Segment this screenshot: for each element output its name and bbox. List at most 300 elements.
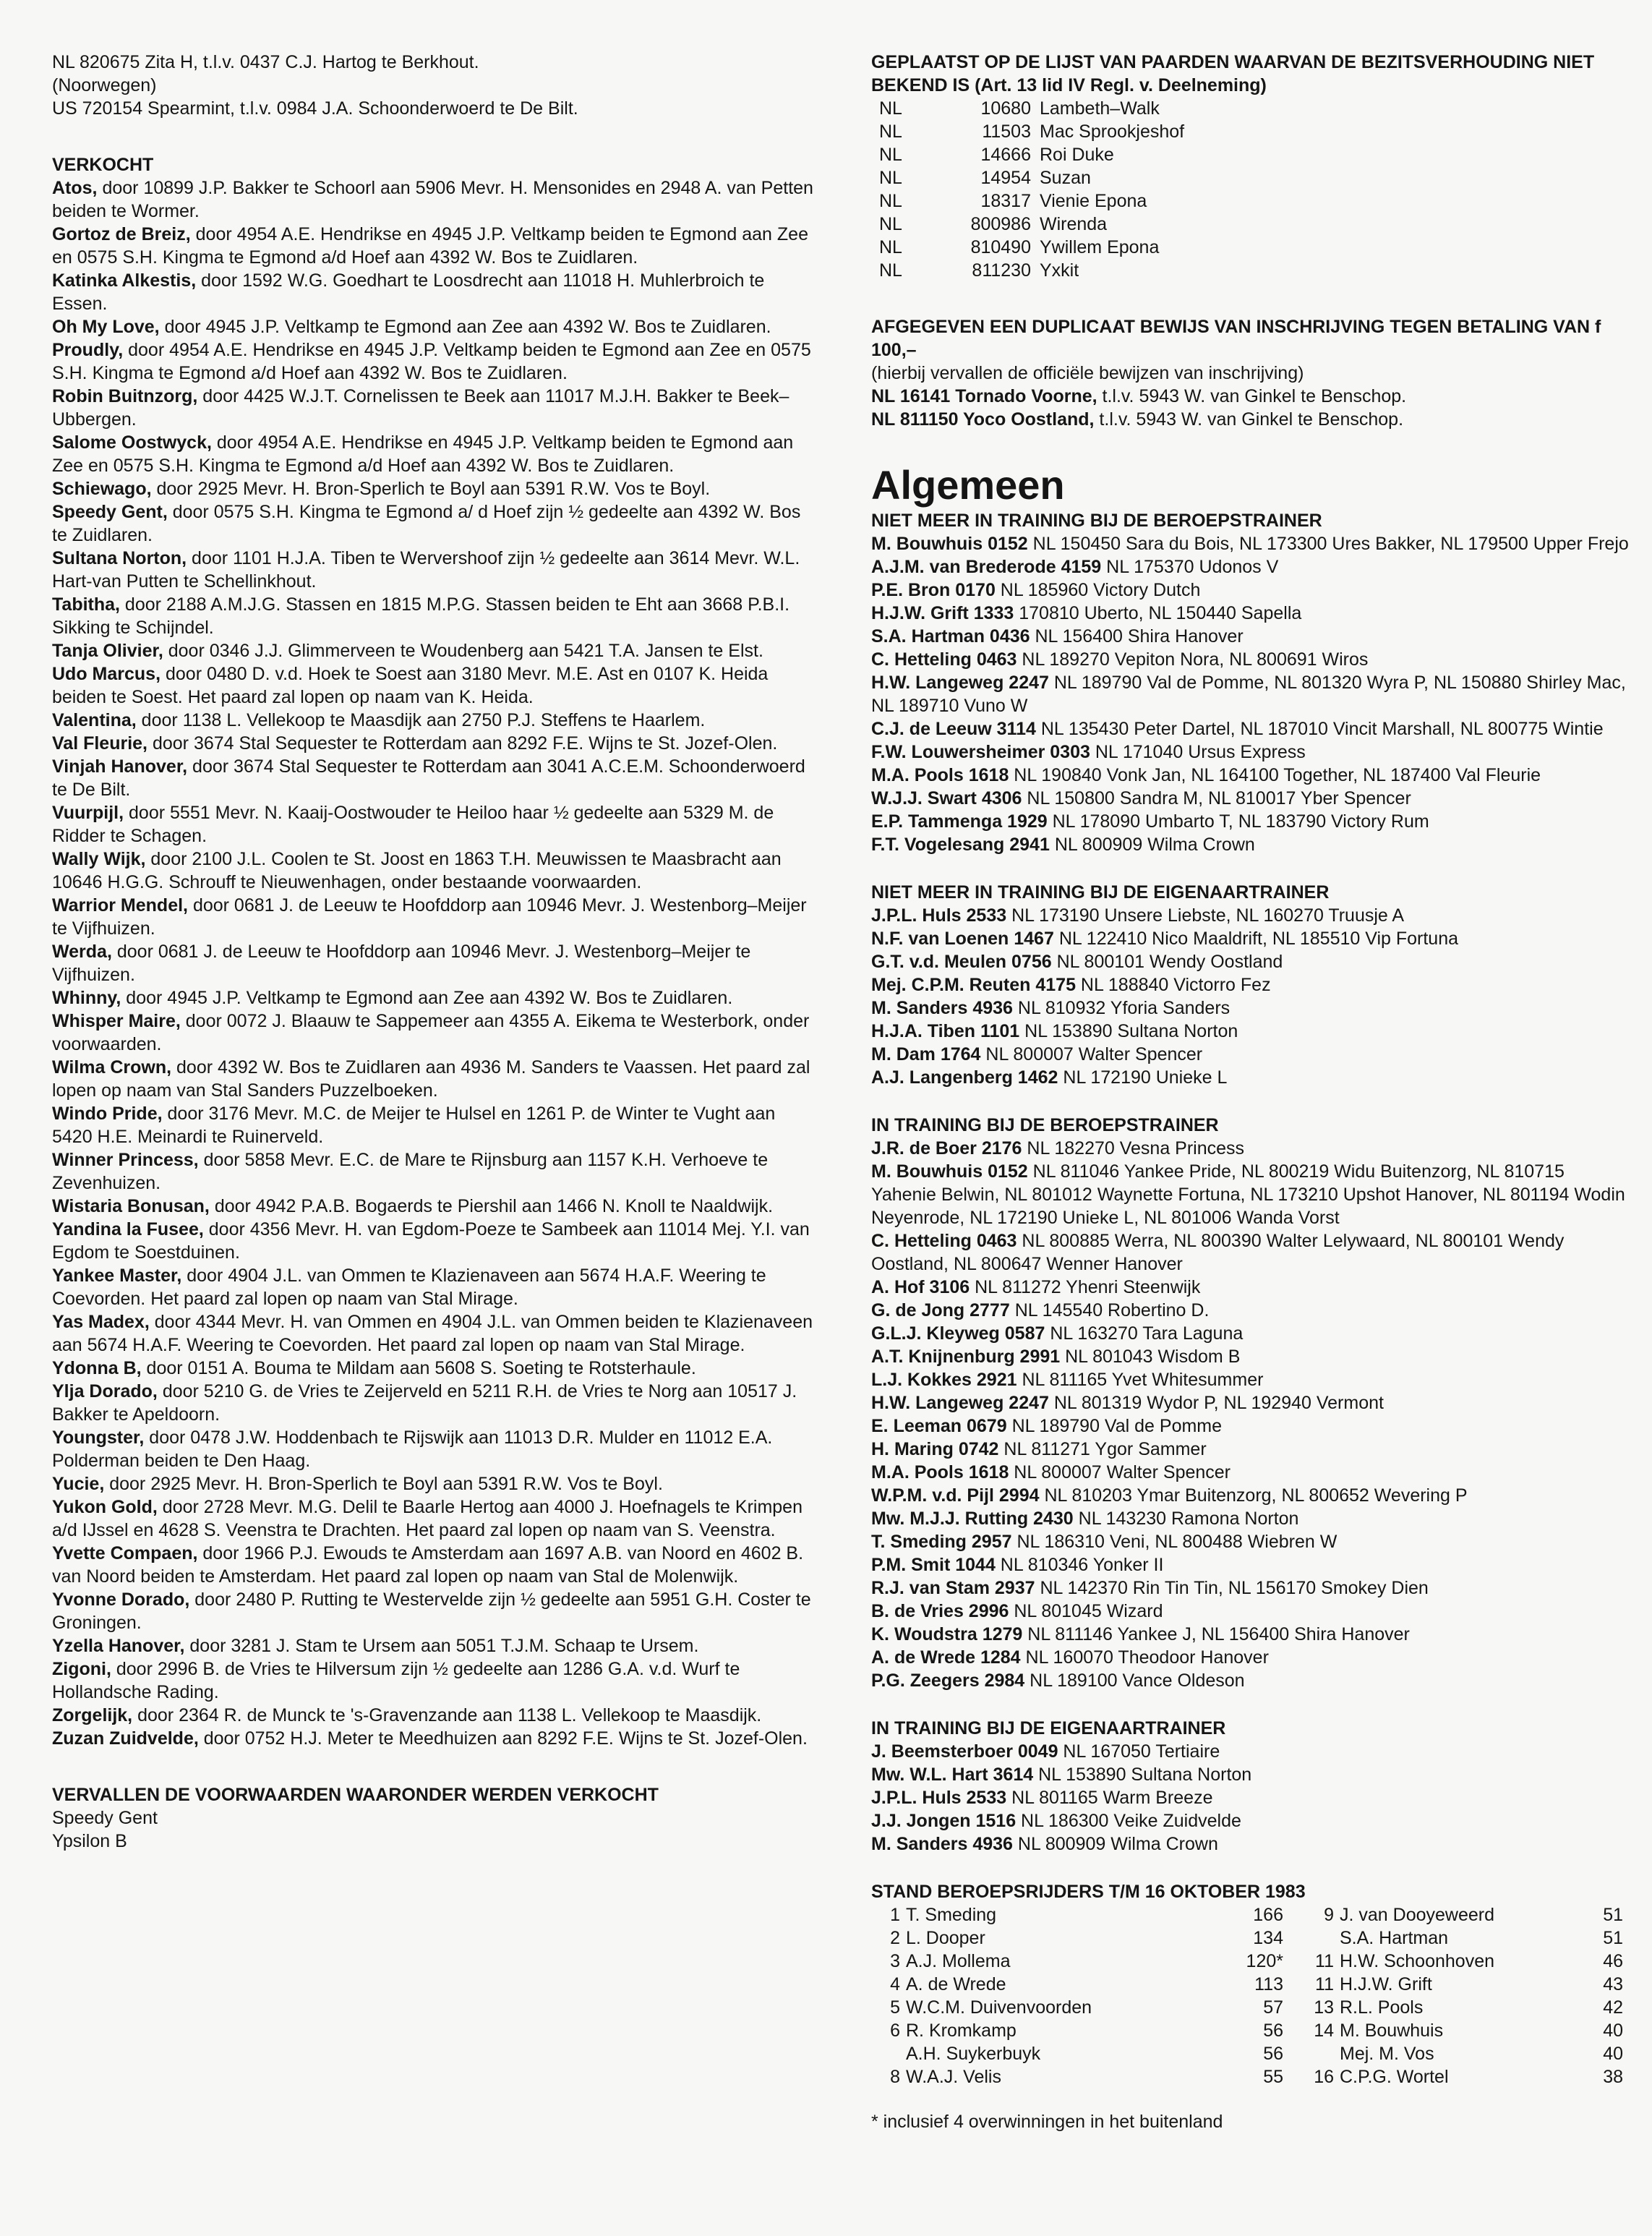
list-item	[52, 315, 818, 338]
rider-name: H.W. Schoonhoven	[1340, 1951, 1495, 1971]
entry-name: Whisper Maire,	[52, 1011, 181, 1031]
entry-text: NL 175370 Udonos V	[1101, 557, 1279, 577]
entry-name: H.J.A. Tiben 1101	[871, 1021, 1020, 1041]
entry-name: M. Sanders 4936	[871, 998, 1013, 1018]
entry-name: B. de Vries 2996	[871, 1601, 1009, 1621]
entry-name: G. de Jong 2777	[871, 1300, 1010, 1320]
points: 51	[1603, 1928, 1623, 1948]
entry-text: door 3281 J. Stam te Ursem aan 5051 T.J.M. Schaap te Ursem.	[184, 1636, 699, 1656]
rank: 13	[1314, 1997, 1334, 2018]
section-heading-duplicaat: AFGEGEVEN EEN DUPLICAAT BEWIJS VAN INSCHRIJVING TEGEN BETALING VAN f 100,–	[871, 317, 1601, 360]
list-item	[871, 927, 1630, 950]
list-item	[871, 833, 1630, 856]
entry-text: NL 801165 Warm Breeze	[1006, 1788, 1213, 1808]
rider-name: S.A. Hartman	[1340, 1928, 1449, 1948]
list-item: Speedy Gent	[52, 1808, 158, 1828]
entry-text: NL 800007 Walter Spencer	[980, 1044, 1203, 1064]
entry-name: M. Bouwhuis 0152	[871, 534, 1028, 554]
points: 55	[1263, 2067, 1283, 2087]
horse-number: 10680	[980, 98, 1031, 119]
list-item	[52, 500, 818, 547]
entry-text: door 1101 H.J.A. Tiben te Wervershoof zijn ½ gedeelte aan 3614 Mevr. W.L. Hart-van Putten te Schellinkhout.	[52, 548, 800, 592]
entry-text: NL 150450 Sara du Bois, NL 173300 Ures Bakker, NL 179500 Upper Frejo	[1027, 534, 1629, 554]
list-item	[52, 547, 818, 593]
entry-text: NL 190840 Vonk Jan, NL 164100 Together, NL 187400 Val Fleurie	[1009, 765, 1541, 785]
horse-number: 800986	[970, 214, 1031, 234]
entry-name: Mej. C.P.M. Reuten 4175	[871, 975, 1076, 995]
entry-name: Valentina,	[52, 710, 137, 730]
entry-name: Tabitha,	[52, 594, 120, 615]
list-item	[871, 1832, 1630, 1856]
entry-name: J.J. Jongen 1516	[871, 1811, 1017, 1831]
entry-text: door 2996 B. de Vries te Hilversum zijn ½ gedeelte aan 1286 G.A. v.d. Wurf te Hollandsche Rading.	[52, 1659, 740, 1702]
entry-text: NL 186300 Veike Zuidvelde	[1016, 1811, 1241, 1831]
country-code: NL	[879, 191, 902, 211]
entry-name: Ydonna B,	[52, 1358, 142, 1378]
list-item	[52, 894, 818, 940]
entry-name: Zuzan Zuidvelde,	[52, 1728, 199, 1749]
entry-name: Yukon Gold,	[52, 1497, 158, 1517]
stand-left	[871, 1950, 1283, 1973]
list-item	[871, 1066, 1630, 1089]
entry-text: NL 185960 Victory Dutch	[995, 580, 1201, 600]
country-code: NL	[879, 121, 902, 142]
list-item	[871, 1507, 1630, 1530]
list-item	[871, 1809, 1630, 1832]
list-item	[871, 973, 1630, 997]
top-notice	[52, 51, 818, 120]
entry-text: door 4945 J.P. Veltkamp te Egmond aan Zee aan 4392 W. Bos te Zuidlaren.	[159, 317, 771, 337]
rider-name: A. de Wrede	[906, 1974, 1006, 1994]
entry-name: Yandina la Fusee,	[52, 1219, 204, 1239]
list-item	[871, 1438, 1630, 1461]
entry-name: Warrior Mendel,	[52, 895, 188, 916]
entry-text: door 0072 J. Blaauw te Sappemeer aan 4355 A. Eikema te Westerbork, onder voorwaarden.	[52, 1011, 810, 1054]
entry-text: NL 188840 Victorro Fez	[1075, 975, 1271, 995]
horse-name: Lambeth–Walk	[1040, 98, 1160, 119]
entry-text: NL 811271 Ygor Sammer	[998, 1439, 1207, 1459]
horse-name: Suzan	[1040, 168, 1091, 188]
rank: 6	[890, 2020, 900, 2041]
entry-text: NL 172190 Unieke L	[1058, 1067, 1228, 1088]
table-row	[879, 236, 1630, 259]
list-item	[871, 1020, 1630, 1043]
stand-right	[1283, 2065, 1623, 2088]
stand-right	[1283, 1950, 1623, 1973]
stand-left	[871, 1973, 1283, 1996]
table-row	[879, 166, 1630, 189]
table-row	[879, 259, 1630, 282]
list-item	[871, 1740, 1630, 1763]
entry-text: NL 150800 Sandra M, NL 810017 Yber Spencer	[1022, 788, 1411, 808]
table-row	[871, 1926, 1630, 1950]
list-item	[52, 732, 818, 755]
entry-text: t.l.v. 5943 W. van Ginkel te Benschop.	[1094, 409, 1404, 430]
entry-name: A.J. Langenberg 1462	[871, 1067, 1058, 1088]
horse-number: 11503	[982, 121, 1031, 142]
points: 57	[1263, 1997, 1283, 2018]
list-item	[52, 1426, 818, 1472]
list-item	[871, 1786, 1630, 1809]
list-item	[52, 1495, 818, 1542]
horse-name: Yxkit	[1040, 260, 1079, 281]
stand-right	[1283, 2019, 1623, 2042]
entry-text: door 5551 Mevr. N. Kaaij-Oostwouder te Heiloo haar ½ gedeelte aan 5329 M. de Ridder te Schagen.	[52, 803, 774, 846]
list-item	[871, 764, 1630, 787]
list-item	[871, 997, 1630, 1020]
horse-name: Wirenda	[1040, 214, 1108, 234]
entry-name: Wilma Crown,	[52, 1057, 172, 1078]
entry-name: Salome Oostwyck,	[52, 432, 212, 453]
list-item	[52, 1102, 818, 1148]
entry-name: C. Hetteling 0463	[871, 1231, 1017, 1251]
list-item	[871, 1576, 1630, 1600]
entry-text: NL 189100 Vance Oldeson	[1024, 1670, 1245, 1691]
stand-footnote: * inclusief 4 overwinningen in het buitenland	[871, 2112, 1223, 2132]
entry-name: Vinjah Hanover,	[52, 756, 188, 777]
entry-name: Ylja Dorado,	[52, 1381, 158, 1401]
entry-name: T. Smeding 2957	[871, 1532, 1012, 1552]
entry-name: C.J. de Leeuw 3114	[871, 719, 1036, 739]
list-item	[871, 1299, 1630, 1322]
list-item	[871, 385, 1630, 408]
points: 46	[1603, 1951, 1623, 1971]
points: 56	[1263, 2044, 1283, 2064]
entry-text: NL 171040 Ursus Express	[1090, 742, 1306, 762]
list-item	[52, 940, 818, 986]
entry-text: door 0151 A. Bouma te Mildam aan 5608 S. Soeting te Rotsterhaule.	[141, 1358, 696, 1378]
list-item	[52, 1588, 818, 1634]
entry-text: NL 189790 Val de Pomme	[1006, 1416, 1223, 1436]
entry-name: P.G. Zeegers 2984	[871, 1670, 1025, 1691]
entry-text: NL 810932 Yforia Sanders	[1012, 998, 1231, 1018]
list-item	[52, 1657, 818, 1704]
list-item	[52, 1542, 818, 1588]
entry-name: Tanja Olivier,	[52, 641, 163, 661]
spacer	[871, 282, 1630, 315]
rank: 4	[890, 1974, 900, 1994]
rider-name: J. van Dooyeweerd	[1340, 1905, 1495, 1925]
entry-text: NL 145540 Robertino D.	[1009, 1300, 1210, 1320]
list-item	[871, 1043, 1630, 1066]
entry-name: M.A. Pools 1618	[871, 765, 1009, 785]
entry-text: NL 189790 Val de Pomme, NL 801320 Wyra P, NL 150880 Shirley Mac, NL 189710 Vuno W	[871, 673, 1626, 716]
list-item	[52, 1056, 818, 1102]
entry-text: door 4425 W.J.T. Cornelissen te Beek aan 11017 M.J.H. Bakker te Beek–Ubbergen.	[52, 386, 789, 430]
rank: 2	[890, 1928, 900, 1948]
entry-name: L.J. Kokkes 2921	[871, 1370, 1017, 1390]
notice-line: US 720154 Spearmint, t.l.v. 0984 J.A. Schoonderwoerd te De Bilt.	[52, 98, 578, 119]
stand-right	[1283, 1973, 1623, 1996]
list-item	[871, 1646, 1630, 1669]
rider-name: A.J. Mollema	[906, 1951, 1011, 1971]
list-item	[52, 1357, 818, 1380]
entry-text: NL 156400 Shira Hanover	[1030, 626, 1244, 647]
entry-name: C. Hetteling 0463	[871, 649, 1017, 670]
entry-name: Mw. M.J.J. Rutting 2430	[871, 1509, 1074, 1529]
list-item	[52, 1264, 818, 1310]
list-item	[52, 848, 818, 894]
table-row	[879, 120, 1630, 143]
points: 38	[1603, 2067, 1623, 2087]
country-code: NL	[879, 145, 902, 165]
table-row	[879, 143, 1630, 166]
entry-text: door 0478 J.W. Hoddenbach te Rijswijk aan 11013 D.R. Mulder en 11012 E.A. Polderman beiden te Den Haag.	[52, 1428, 773, 1471]
entry-text: NL 153890 Sultana Norton	[1019, 1021, 1238, 1041]
entry-name: Yvonne Dorado,	[52, 1589, 190, 1610]
entry-text: door 0346 J.J. Glimmerveen te Woudenberg aan 5421 T.A. Jansen te Elst.	[163, 641, 763, 661]
spacer	[871, 856, 1630, 881]
horse-number: 14954	[980, 168, 1031, 188]
list-item	[871, 1484, 1630, 1507]
entry-name: G.L.J. Kleyweg 0587	[871, 1323, 1045, 1344]
list-item	[52, 223, 818, 269]
entry-text: door 4945 J.P. Veltkamp te Egmond aan Zee aan 4392 W. Bos te Zuidlaren.	[121, 988, 733, 1008]
list-item	[871, 950, 1630, 973]
entry-name: Wistaria Bonusan,	[52, 1196, 210, 1216]
points: 42	[1603, 1997, 1623, 2018]
entry-text: NL 810203 Ymar Buitenzorg, NL 800652 Wevering P	[1039, 1485, 1468, 1506]
entry-name: Wally Wijk,	[52, 849, 146, 869]
list-item	[52, 639, 818, 662]
rider-name: R. Kromkamp	[906, 2020, 1017, 2041]
points: 40	[1603, 2044, 1623, 2064]
list-item	[871, 1623, 1630, 1646]
rider-name: M. Bouwhuis	[1340, 2020, 1444, 2041]
entry-name: N.F. van Loenen 1467	[871, 929, 1054, 949]
list-item	[871, 1229, 1630, 1276]
table-row	[871, 2019, 1630, 2042]
rider-name: Mej. M. Vos	[1340, 2044, 1434, 2064]
notice-line: NL 820675 Zita H, t.l.v. 0437 C.J. Hartog te Berkhout.	[52, 52, 479, 72]
table-row	[879, 189, 1630, 213]
list-item	[52, 1310, 818, 1357]
stand-left	[871, 2042, 1283, 2065]
stand-right	[1283, 1926, 1623, 1950]
list-item	[52, 593, 818, 639]
entry-text: door 2728 Mevr. M.G. Delil te Baarle Hertog aan 4000 J. Hoefnagels te Krimpen a/d IJssel en 4628 S. Veenstra te Drachten. Het paard zal lopen op naam van S. Veenstra.	[52, 1497, 803, 1540]
rider-name: R.L. Pools	[1340, 1997, 1424, 2018]
stand-right	[1283, 2042, 1623, 2065]
list-item	[52, 269, 818, 315]
rank: 3	[890, 1951, 900, 1971]
country-code: NL	[879, 168, 902, 188]
list-item	[871, 1160, 1630, 1229]
entry-text: NL 189270 Vepiton Nora, NL 800691 Wiros	[1017, 649, 1369, 670]
entry-name: F.W. Louwersheimer 0303	[871, 742, 1090, 762]
entry-text: NL 167050 Tertiaire	[1058, 1741, 1220, 1762]
stand-left	[871, 2019, 1283, 2042]
entry-name: NL 811150 Yoco Oostland,	[871, 409, 1095, 430]
rank	[1283, 2042, 1340, 2065]
entry-name: J.R. de Boer 2176	[871, 1138, 1022, 1158]
entry-text: door 10899 J.P. Bakker te Schoorl aan 5906 Mevr. H. Mensonides en 2948 A. van Petten beiden te Wormer.	[52, 178, 813, 221]
entry-name: Yankee Master,	[52, 1266, 182, 1286]
list-item	[871, 579, 1630, 602]
entry-name: E.P. Tammenga 1929	[871, 811, 1048, 832]
entry-text: door 2480 P. Rutting te Westervelde zijn ½ gedeelte aan 5951 G.H. Coster te Groningen.	[52, 1589, 811, 1633]
entry-name: H.W. Langeweg 2247	[871, 1393, 1049, 1413]
stand-right	[1283, 1903, 1623, 1926]
spacer	[871, 1856, 1630, 1880]
list-item	[871, 625, 1630, 648]
entry-text: NL 160070 Theodoor Hanover	[1020, 1647, 1269, 1668]
entry-name: A.J.M. van Brederode 4159	[871, 557, 1102, 577]
list-item	[52, 1380, 818, 1426]
list-item	[871, 648, 1630, 671]
entry-text: door 2925 Mevr. H. Bron-Sperlich te Boyl aan 5391 R.W. Vos te Boyl.	[151, 479, 711, 499]
points: 120*	[1246, 1951, 1283, 1971]
entry-name: Zorgelijk,	[52, 1705, 133, 1725]
rider-name: T. Smeding	[906, 1905, 997, 1925]
entry-name: K. Woudstra 1279	[871, 1624, 1023, 1644]
entry-name: S.A. Hartman 0436	[871, 626, 1030, 647]
horse-name: Vienie Epona	[1040, 191, 1147, 211]
entry-name: A.T. Knijnenburg 2991	[871, 1347, 1061, 1367]
list-item	[52, 1010, 818, 1056]
entry-name: H.W. Langeweg 2247	[871, 673, 1049, 693]
entry-name: NL 16141 Tornado Voorne,	[871, 386, 1097, 406]
rank	[1283, 1926, 1340, 1950]
entry-text: door 3674 Stal Sequester te Rotterdam aan 8292 F.E. Wijns te St. Jozef-Olen.	[147, 733, 778, 754]
horse-number: 18317	[980, 191, 1031, 211]
stand-left	[871, 2065, 1283, 2088]
points: 113	[1254, 1974, 1283, 1994]
list-item	[871, 787, 1630, 810]
horse-name: Roi Duke	[1040, 145, 1114, 165]
entry-text: NL 800909 Wilma Crown	[1012, 1834, 1218, 1854]
entry-text: door 0681 J. de Leeuw te Hoofddorp aan 10946 Mevr. J. Westenborg–Meijer te Vijfhuizen.	[52, 895, 807, 939]
entry-name: Windo Pride,	[52, 1104, 163, 1124]
entry-name: Proudly,	[52, 340, 124, 360]
list-item	[871, 904, 1630, 927]
rank: 9	[1324, 1905, 1334, 1925]
entry-text: door 4954 A.E. Hendrikse en 4945 J.P. Veltkamp beiden te Egmond aan Zee en 0575 S.H. Kingma te Egmond a/d Hoef aan 4392 W. Bos te Zuidlaren.	[52, 340, 811, 383]
entry-text: NL 182270 Vesna Princess	[1022, 1138, 1245, 1158]
entry-text: door 1138 L. Vellekoop te Maasdijk aan 2750 P.J. Steffens te Haarlem.	[136, 710, 706, 730]
entry-name: Atos,	[52, 178, 98, 198]
points: 166	[1253, 1905, 1283, 1925]
entry-text: door 2925 Mevr. H. Bron-Sperlich te Boyl aan 5391 R.W. Vos te Boyl.	[104, 1474, 663, 1494]
page-title: Algemeen	[871, 462, 1065, 508]
list-item	[52, 1148, 818, 1195]
entry-text: door 2188 A.M.J.G. Stassen en 1815 M.P.G. Stassen beiden te Eht aan 3668 P.B.I. Sikking te Schijndel.	[52, 594, 790, 638]
table-row	[879, 213, 1630, 236]
entry-name: J. Beemsterboer 0049	[871, 1741, 1058, 1762]
entry-name: Gortoz de Breiz,	[52, 224, 191, 244]
entry-name: H. Maring 0742	[871, 1439, 999, 1459]
table-row	[871, 1903, 1630, 1926]
entry-text: NL 142370 Rin Tin Tin, NL 156170 Smokey Dien	[1035, 1578, 1429, 1598]
rank: 1	[890, 1905, 900, 1925]
entry-text: door 4942 P.A.B. Bogaerds te Piershil aan 1466 N. Knoll te Naaldwijk.	[209, 1196, 774, 1216]
points: 134	[1253, 1928, 1283, 1948]
horse-number: 810490	[970, 237, 1031, 257]
stand-left	[871, 1926, 1283, 1950]
entry-text: NL 811146 Yankee J, NL 156400 Shira Hanover	[1022, 1624, 1410, 1644]
entry-text: NL 800885 Werra, NL 800390 Walter Lelywaard, NL 800101 Wendy Oostland, NL 800647 Wenner Hanover	[871, 1231, 1565, 1274]
entry-name: A. Hof 3106	[871, 1277, 970, 1297]
stand-right	[1283, 1996, 1623, 2019]
entry-text: NL 186310 Veni, NL 800488 Wiebren W	[1011, 1532, 1338, 1552]
country-code: NL	[879, 260, 902, 281]
entry-text: door 0681 J. de Leeuw te Hoofddorp aan 10946 Mevr. J. Westenborg–Meijer te Vijfhuizen.	[52, 942, 751, 985]
entry-name: Robin Buitnzorg,	[52, 386, 198, 406]
spacer	[871, 1692, 1630, 1717]
entry-name: P.M. Smit 1044	[871, 1555, 996, 1575]
stand-left	[871, 1996, 1283, 2019]
entry-name: Winner Princess,	[52, 1150, 199, 1170]
entry-name: W.P.M. v.d. Pijl 2994	[871, 1485, 1040, 1506]
points: 51	[1603, 1905, 1623, 1925]
list-item	[871, 1669, 1630, 1692]
list-item	[871, 1461, 1630, 1484]
table-row	[871, 2065, 1630, 2088]
stand-left	[871, 1903, 1283, 1926]
entry-text: NL 135430 Peter Dartel, NL 187010 Vincit Marshall, NL 800775 Wintie	[1035, 719, 1604, 739]
country-code: NL	[879, 214, 902, 234]
entry-name: Yas Madex,	[52, 1312, 150, 1332]
entry-text: door 4344 Mevr. H. van Ommen en 4904 J.L. van Ommen beiden te Klazienaveen aan 5674 H.A.F. Weering te Coevorden. Het paard zal lopen op naam van Stal Mirage.	[52, 1312, 813, 1355]
entry-text: NL 811272 Yhenri Steenwijk	[970, 1277, 1201, 1297]
list-item	[52, 338, 818, 385]
country-code: NL	[879, 98, 902, 119]
entry-name: Schiewago,	[52, 479, 152, 499]
entry-text: NL 811046 Yankee Pride, NL 800219 Widu Buitenzorg, NL 810715 Yahenie Belwin, NL 801012 Waynette Fortuna, NL 173210 Upshot Hanover, NL 801194 Wodin Neyenrode, NL 172190 Unieke L, NL 801006 Wanda Vorst	[871, 1161, 1625, 1228]
entry-text: NL 178090 Umbarto T, NL 183790 Victory Rum	[1047, 811, 1429, 832]
list-item	[52, 477, 818, 500]
entry-name: Yvette Compaen,	[52, 1543, 198, 1563]
list-item	[871, 810, 1630, 833]
entry-text: NL 801045 Wizard	[1009, 1601, 1163, 1621]
list-item	[52, 1195, 818, 1218]
list-item	[871, 1600, 1630, 1623]
section-heading: IN TRAINING BIJ DE BEROEPSTRAINER	[871, 1115, 1219, 1135]
list-item	[52, 986, 818, 1010]
entry-text: door 4904 J.L. van Ommen te Klazienaveen aan 5674 H.A.F. Weering te Coevorden. Het paard zal lopen op naam van Stal Mirage.	[52, 1266, 766, 1309]
rider-name: W.C.M. Duivenvoorden	[906, 1997, 1092, 2018]
entry-name: M. Dam 1764	[871, 1044, 981, 1064]
section-heading-vervallen: VERVALLEN DE VOORWAARDEN WAARONDER WERDEN VERKOCHT	[52, 1785, 659, 1805]
list-item	[52, 1218, 818, 1264]
spacer	[871, 431, 1630, 456]
entry-text: NL 153890 Sultana Norton	[1033, 1765, 1252, 1785]
spacer	[52, 120, 818, 153]
table-row	[871, 1973, 1630, 1996]
section-heading: NIET MEER IN TRAINING BIJ DE BEROEPSTRAINER	[871, 511, 1322, 531]
entry-name: Zigoni,	[52, 1659, 111, 1679]
entry-text: NL 810346 Yonker II	[995, 1555, 1164, 1575]
list-item	[871, 1368, 1630, 1391]
list-item	[52, 385, 818, 431]
horse-name: Ywillem Epona	[1040, 237, 1160, 257]
list-item	[52, 801, 818, 848]
entry-text: NL 801319 Wydor P, NL 192940 Vermont	[1048, 1393, 1384, 1413]
entry-text: door 0480 D. v.d. Hoek te Soest aan 3180 Mevr. M.E. Ast en 0107 K. Heida beiden te Soest. Het paard zal lopen op naam van K. Heida.	[52, 664, 769, 707]
entry-name: Vuurpijl,	[52, 803, 124, 823]
list-item	[871, 1345, 1630, 1368]
list-item	[871, 1391, 1630, 1414]
entry-text: NL 163270 Tara Laguna	[1045, 1323, 1244, 1344]
list-item	[871, 717, 1630, 741]
points: 40	[1603, 2020, 1623, 2041]
entry-name: Werda,	[52, 942, 112, 962]
rank	[871, 2042, 906, 2065]
horse-number: 14666	[980, 145, 1031, 165]
entry-text: door 3176 Mevr. M.C. de Meijer te Hulsel en 1261 P. de Winter te Vught aan 5420 H.E. Meinardi te Ruinerveld.	[52, 1104, 776, 1147]
entry-name: M.A. Pools 1618	[871, 1462, 1009, 1482]
list-item	[871, 602, 1630, 625]
